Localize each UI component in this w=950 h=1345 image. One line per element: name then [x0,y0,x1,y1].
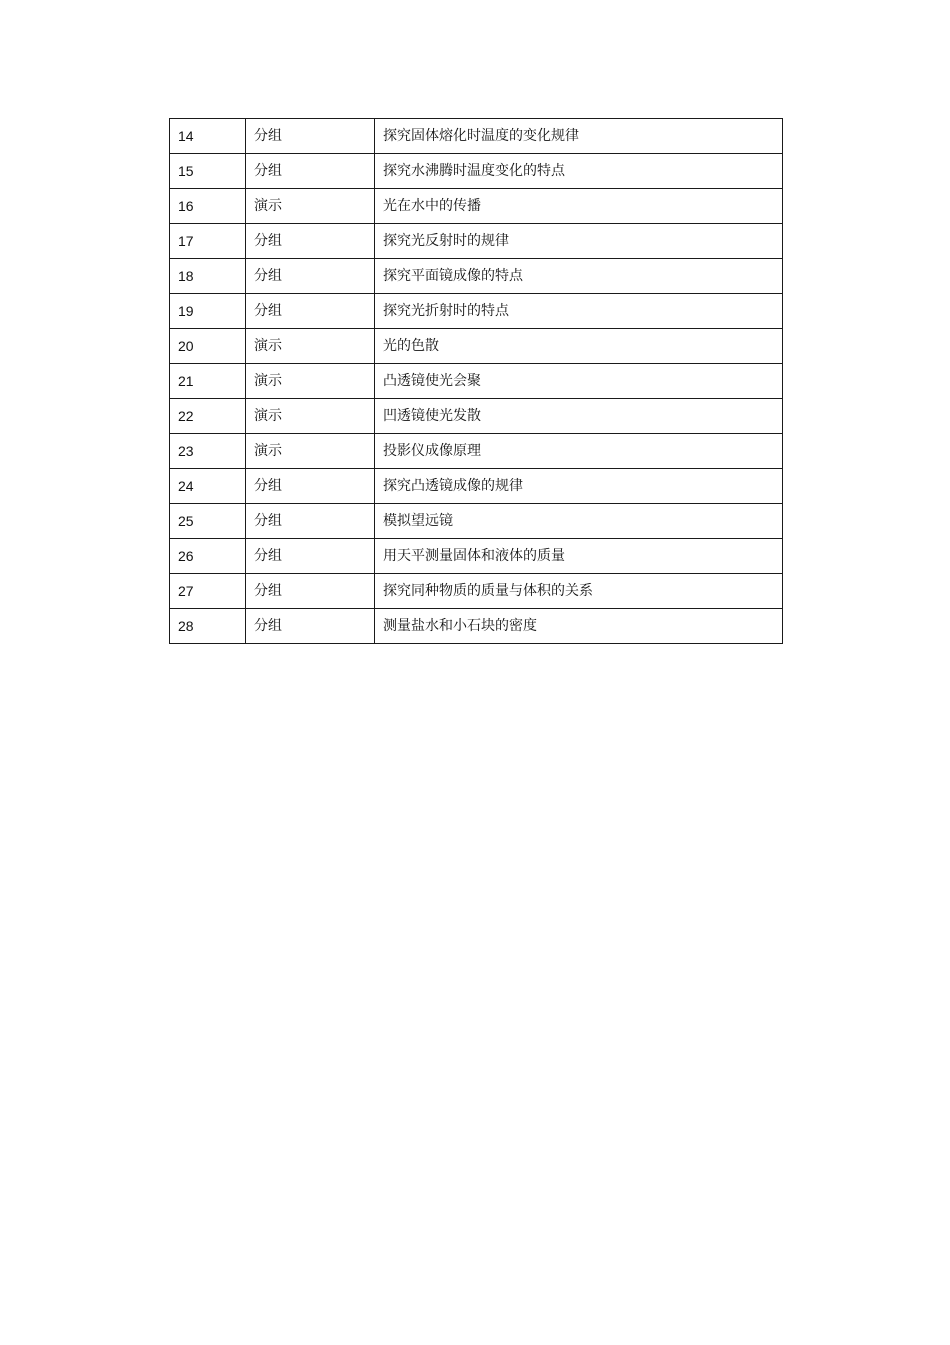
table-row [170,434,783,469]
row-number-cell: 28 [170,609,246,644]
row-number-cell: 18 [170,259,246,294]
experiment-name-cell: 探究固体熔化时温度的变化规律 [375,119,783,154]
experiment-table-body [170,119,783,644]
experiment-name-cell: 光的色散 [375,329,783,364]
experiment-type-cell: 分组 [246,119,375,154]
experiment-type-cell: 演示 [246,364,375,399]
experiment-type-cell: 分组 [246,259,375,294]
table-row [170,154,783,189]
table-row [170,399,783,434]
experiment-type-cell: 分组 [246,504,375,539]
experiment-type-cell: 演示 [246,399,375,434]
experiment-name-cell: 测量盐水和小石块的密度 [375,609,783,644]
experiment-name-cell: 探究光折射时的特点 [375,294,783,329]
experiment-type-cell: 演示 [246,434,375,469]
experiment-name-cell: 探究同种物质的质量与体积的关系 [375,574,783,609]
experiment-type-cell: 分组 [246,539,375,574]
table-row [170,504,783,539]
table-row [170,119,783,154]
experiment-name-cell: 模拟望远镜 [375,504,783,539]
row-number-cell: 22 [170,399,246,434]
row-number-cell: 19 [170,294,246,329]
experiment-name-cell: 探究水沸腾时温度变化的特点 [375,154,783,189]
experiment-type-cell: 分组 [246,609,375,644]
table-row [170,574,783,609]
experiment-table [169,118,783,644]
experiment-type-cell: 分组 [246,574,375,609]
table-row [170,224,783,259]
row-number-cell: 14 [170,119,246,154]
experiment-type-cell: 分组 [246,469,375,504]
row-number-cell: 25 [170,504,246,539]
row-number-cell: 27 [170,574,246,609]
experiment-name-cell: 凹透镜使光发散 [375,399,783,434]
experiment-type-cell: 分组 [246,294,375,329]
experiment-type-cell: 演示 [246,329,375,364]
table-row [170,364,783,399]
table-row [170,609,783,644]
experiment-name-cell: 探究凸透镜成像的规律 [375,469,783,504]
row-number-cell: 17 [170,224,246,259]
row-number-cell: 20 [170,329,246,364]
row-number-cell: 24 [170,469,246,504]
experiment-name-cell: 光在水中的传播 [375,189,783,224]
experiment-name-cell: 凸透镜使光会聚 [375,364,783,399]
row-number-cell: 23 [170,434,246,469]
table-row [170,294,783,329]
experiment-name-cell: 投影仪成像原理 [375,434,783,469]
experiment-name-cell: 探究平面镜成像的特点 [375,259,783,294]
table-row [170,259,783,294]
table-row [170,469,783,504]
experiment-type-cell: 演示 [246,189,375,224]
experiment-type-cell: 分组 [246,154,375,189]
row-number-cell: 21 [170,364,246,399]
experiment-name-cell: 用天平测量固体和液体的质量 [375,539,783,574]
row-number-cell: 15 [170,154,246,189]
table-row [170,539,783,574]
table-row [170,189,783,224]
table-row [170,329,783,364]
row-number-cell: 26 [170,539,246,574]
experiment-type-cell: 分组 [246,224,375,259]
experiment-name-cell: 探究光反射时的规律 [375,224,783,259]
row-number-cell: 16 [170,189,246,224]
